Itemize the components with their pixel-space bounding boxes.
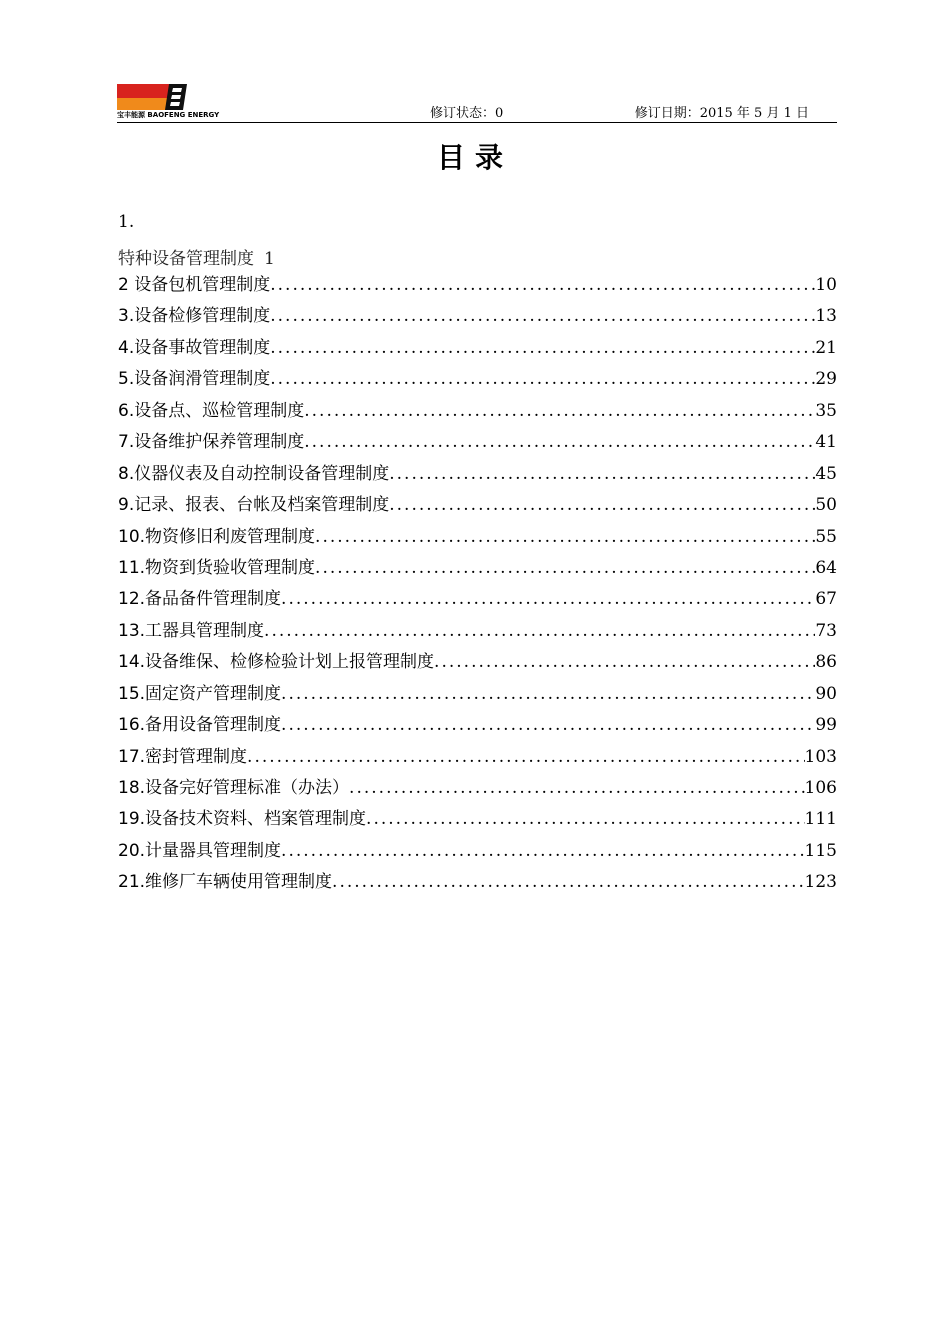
toc-entry[interactable] — [118, 333, 837, 364]
toc-leader-dots — [270, 338, 815, 358]
toc-leader-dots — [389, 464, 815, 484]
page-header — [117, 82, 837, 123]
toc-leader-dots — [349, 778, 805, 798]
toc-entry-page: 10 — [815, 275, 837, 295]
toc-first-title: 特种设备管理制度 — [118, 249, 254, 269]
toc-entry-page: 13 — [815, 306, 837, 327]
toc-entry[interactable] — [118, 270, 837, 301]
company-logo — [117, 84, 220, 119]
toc-leader-dots — [304, 401, 815, 421]
toc-entry-page: 103 — [804, 746, 837, 767]
toc-entry-page: 64 — [815, 557, 837, 578]
toc-entry-page: 115 — [804, 840, 837, 861]
toc-entry[interactable] — [118, 867, 837, 898]
toc-entry-title: 7.设备维护保养管理制度 — [118, 432, 305, 453]
toc-leader-dots — [315, 527, 815, 547]
revision-date: 修订日期：2015 年 5 月 1 日 — [634, 106, 809, 121]
toc-entry[interactable] — [118, 836, 837, 867]
toc-entry-page: 123 — [804, 872, 837, 893]
toc-entry-title: 11.物资到货验收管理制度 — [118, 557, 316, 578]
toc-entry-title: 20.计量器具管理制度 — [118, 840, 282, 861]
toc-leader-dots — [270, 275, 815, 295]
logo-mark-icon — [163, 84, 187, 110]
logo-text: 宝丰能源 BAOFENG ENERGY — [117, 111, 220, 119]
toc-entry-page: 29 — [815, 369, 837, 390]
toc-entry-title: 18.设备完好管理标准（办法） — [118, 778, 350, 798]
toc-leader-dots — [270, 369, 815, 389]
toc-first-entry[interactable] — [118, 244, 275, 269]
toc-entry-page: 41 — [815, 432, 837, 453]
toc-entry-title: 17.密封管理制度 — [118, 746, 248, 767]
toc-entry-title: 21.维修厂车辆使用管理制度 — [118, 872, 333, 893]
toc-first-page: 1 — [264, 249, 275, 269]
toc-leader-dots — [366, 809, 805, 829]
toc-entry[interactable] — [118, 616, 837, 647]
toc-entry-title: 4.设备事故管理制度 — [118, 337, 271, 358]
toc-leader-dots — [389, 495, 815, 515]
toc-entry-title: 14.设备维保、检修检验计划上报管理制度 — [118, 652, 435, 673]
toc-entry[interactable] — [118, 647, 837, 678]
toc-entry-title: 3.设备检修管理制度 — [118, 306, 271, 327]
toc-entry-title: 16.备用设备管理制度 — [118, 715, 282, 736]
toc-entry-title: 6.设备点、巡检管理制度 — [118, 400, 305, 421]
toc-entry-page: 21 — [815, 337, 837, 358]
toc-entry-title: 10.物资修旧利废管理制度 — [118, 526, 316, 547]
toc-leader-dots — [281, 589, 815, 609]
toc-entry[interactable] — [118, 364, 837, 395]
toc-entry-page: 99 — [815, 715, 837, 736]
toc-entry[interactable] — [118, 490, 837, 521]
toc-entry-page: 86 — [815, 652, 837, 673]
toc-entry-title: 8.仪器仪表及自动控制设备管理制度 — [118, 463, 390, 484]
toc-entry[interactable] — [118, 427, 837, 458]
toc-entry-title: 9.记录、报表、台帐及档案管理制度 — [118, 495, 390, 516]
table-of-contents — [118, 270, 837, 899]
toc-entry-page: 73 — [815, 620, 837, 641]
toc-leader-dots — [281, 841, 805, 861]
toc-entry-title: 13.工器具管理制度 — [118, 620, 265, 641]
toc-entry[interactable] — [118, 396, 837, 427]
toc-entry-title: 5.设备润滑管理制度 — [118, 369, 271, 390]
toc-entry-page: 90 — [815, 683, 837, 704]
toc-entry-page: 50 — [815, 495, 837, 516]
toc-entry[interactable] — [118, 710, 837, 741]
toc-leader-dots — [264, 621, 815, 641]
toc-leader-dots — [434, 652, 815, 672]
toc-entry[interactable] — [118, 553, 837, 584]
toc-leader-dots — [281, 684, 815, 704]
page-title: 目录 — [436, 141, 513, 174]
toc-entry[interactable] — [118, 522, 837, 553]
toc-leader-dots — [281, 715, 815, 735]
toc-entry[interactable] — [118, 301, 837, 332]
toc-leader-dots — [270, 306, 815, 326]
toc-entry-page: 67 — [815, 589, 837, 610]
toc-first-number: 1. — [118, 212, 135, 232]
toc-entry[interactable] — [118, 679, 837, 710]
toc-entry-title: 15.固定资产管理制度 — [118, 683, 282, 704]
toc-entry[interactable] — [118, 459, 837, 490]
toc-entry-page: 55 — [815, 526, 837, 547]
toc-entry-page: 111 — [804, 809, 837, 830]
toc-leader-dots — [332, 872, 805, 892]
toc-entry[interactable] — [118, 773, 837, 804]
toc-entry-title: 19.设备技术资料、档案管理制度 — [118, 809, 367, 830]
toc-entry-page: 106 — [804, 778, 837, 798]
toc-leader-dots — [304, 432, 815, 452]
toc-entry[interactable] — [118, 742, 837, 773]
toc-entry-page: 45 — [815, 463, 837, 484]
toc-entry-title: 12.备品备件管理制度 — [118, 589, 282, 610]
toc-entry[interactable] — [118, 804, 837, 835]
toc-entry-title: 2 设备包机管理制度 — [118, 275, 271, 295]
toc-leader-dots — [247, 747, 805, 767]
toc-entry[interactable] — [118, 584, 837, 615]
revision-status: 修订状态：0 — [430, 106, 504, 121]
toc-leader-dots — [315, 558, 815, 578]
toc-entry-page: 35 — [815, 400, 837, 421]
